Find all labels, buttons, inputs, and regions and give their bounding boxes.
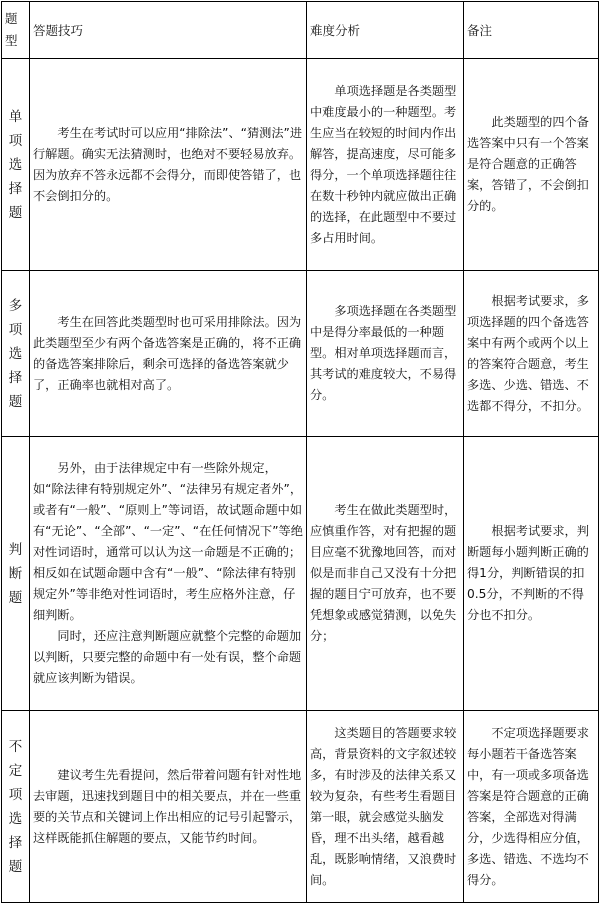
header-tips: 答题技巧 [30,2,307,59]
table-row-indefinite-choice [2,711,599,903]
tips-paragraph: 另外，由于法律规定中有一些除外规定，如“除法律有特别规定外”、“法律另有规定者外”，或者有“一般”、“原则上”等词语，故试题命题中如有“无论”、“全部”、“一定”、“在任何情况下”等绝对性词语时，通常可以认为这一命题是不正确的；相反如在试题命题中含有“一般”、“除法律有特别规定外”等非绝对性词语时，考生应格外注意，仔细判断。 [33,461,303,622]
header-type: 题型 [2,2,30,59]
type-cell: 不定项选择题 [2,711,30,903]
type-cell: 单项选择题 [2,59,30,271]
tips-cell: 考生在考试时可以应用“排除法”、“猜测法”进行解题。确实无法猜测时，也绝对不要轻易放弃。因为放弃不答永远都不会得分，而即使答错了，也不会倒扣分的。 [30,59,307,271]
header-row [2,2,599,59]
table-row-multiple-choice [2,271,599,437]
tips-paragraph: 同时，还应注意判断题应就整个完整的命题加以判断，只要完整的命题中有一处有误，整个命题就应该判断为错误。 [33,629,302,685]
type-cell: 判断题 [2,437,30,711]
notes-cell: 此类题型的四个备选答案中只有一个答案是符合题意的正确答案，答错了，不会倒扣分的。 [464,59,599,271]
type-cell: 多项选择题 [2,271,30,437]
header-difficulty: 难度分析 [307,2,464,59]
notes-cell: 不定项选择题要求每小题若干备选答案中，有一项或多项备选答案是符合题意的正确答案，全部选对得满分，少选得相应分值，多选、错选、不选均不得分。 [464,711,599,903]
table-row-true-false [2,437,599,711]
notes-cell: 根据考试要求，多项选择题的四个备选答案中有两个或两个以上的答案符合题意，考生多选、少选、错选、不选都不得分，不扣分。 [464,271,599,437]
difficulty-cell: 单项选择题是各类题型中难度最小的一种题型。考生应当在较短的时间内作出解答，提高速度，尽可能多得分，一个单项选择题往往在数十秒钟内就应做出正确的选择，在此题型中不要过多占用时间。 [307,59,464,271]
exam-question-types-table [1,1,599,903]
table-row-single-choice [2,59,599,271]
difficulty-cell: 多项选择题在各类题型中是得分率最低的一种题型。相对单项选择题而言，其考试的难度较大，不易得分。 [307,271,464,437]
tips-cell: 考生在回答此类题型时也可采用排除法。因为此类题型至少有两个备选答案是正确的，将不正确的备选答案排除后，剩余可选择的备选答案就少了，正确率也就相对高了。 [30,271,307,437]
notes-cell: 根据考试要求，判断题每小题判断正确的得1分，判断错误的扣0.5分，不判断的不得分也不扣分。 [464,437,599,711]
difficulty-cell: 这类题目的答题要求较高，背景资料的文字叙述较多，有时涉及的法律关系又较为复杂，有些考生看题目第一眼，就会感觉头脑发昏，理不出头绪，越看越乱，既影响情绪，又浪费时间。 [307,711,464,903]
header-notes: 备注 [464,2,599,59]
tips-cell [30,437,307,711]
tips-cell: 建议考生先看提问，然后带着问题有针对性地去审题，迅速找到题目中的相关要点，并在一些重要的关节点和关键词上作出相应的记号引起警示，这样既能抓住解题的要点，又能节约时间。 [30,711,307,903]
difficulty-cell: 考生在做此类题型时，应慎重作答，对有把握的题目应毫不犹豫地回答，而对似是而非自己又没有十分把握的题目宁可放弃，也不要凭想象或感觉猜测，以免失分； [307,437,464,711]
